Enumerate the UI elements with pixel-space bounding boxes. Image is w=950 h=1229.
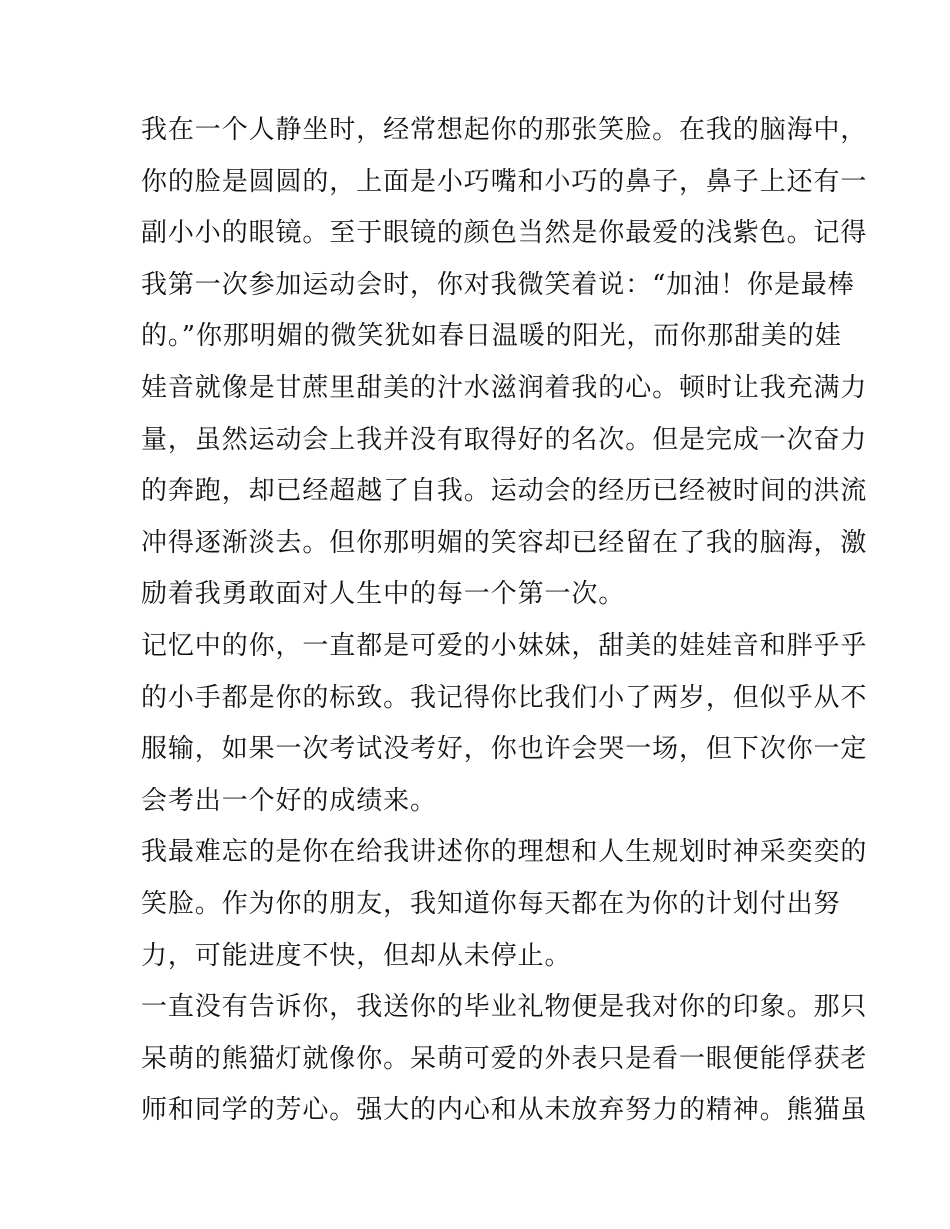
text-line: 你的脸是圆圆的，上面是小巧嘴和小巧的鼻子，鼻子上还有一 <box>141 166 868 197</box>
text-line: 会考出一个好的成绩来。 <box>141 785 437 816</box>
body-text <box>141 105 868 1137</box>
text-line: 师和同学的芳心。强大的内心和从未放弃努力的精神。熊猫虽 <box>141 1095 868 1126</box>
text-line: 励着我勇敢面对人生中的每一个第一次。 <box>141 579 626 610</box>
text-line: 冲得逐渐淡去。但你那明媚的笑容却已经留在了我的脑海，激 <box>141 527 868 558</box>
text-line: 的小手都是你的标致。我记得你比我们小了两岁，但似乎从不 <box>141 682 868 713</box>
text-line: 的奔跑，却已经超越了自我。运动会的经历已经被时间的洪流 <box>141 476 868 507</box>
text-line: 我第一次参加运动会时，你对我微笑着说：“加油！你是最棒 <box>141 269 855 300</box>
text-line: 量，虽然运动会上我并没有取得好的名次。但是完成一次奋力 <box>141 424 868 455</box>
text-line: 我最难忘的是你在给我讲述你的理想和人生规划时神采奕奕的 <box>141 837 868 868</box>
text-line: 副小小的眼镜。至于眼镜的颜色当然是你最爱的浅紫色。记得 <box>141 218 868 249</box>
text-line: 我在一个人静坐时，经常想起你的那张笑脸。在我的脑海中， <box>141 115 868 145</box>
text-line: 服输，如果一次考试没考好，你也许会哭一场，但下次你一定 <box>141 734 868 765</box>
text-line: 笑脸。作为你的朋友，我知道你每天都在为你的计划付出努 <box>141 888 841 919</box>
text-line: 一直没有告诉你，我送你的毕业礼物便是我对你的印象。那只 <box>141 992 868 1023</box>
text-line: 记忆中的你，一直都是可爱的小妹妹，甜美的娃娃音和胖乎乎 <box>141 630 868 661</box>
text-line: 的。”你那明媚的微笑犹如春日温暖的阳光，而你那甜美的娃 <box>141 321 842 352</box>
text-line: 呆萌的熊猫灯就像你。呆萌可爱的外表只是看一眼便能俘获老 <box>141 1043 868 1074</box>
text-line: 力，可能进度不快，但却从未停止。 <box>141 940 572 971</box>
text-line: 娃音就像是甘蔗里甜美的汁水滋润着我的心。顿时让我充满力 <box>141 372 868 403</box>
